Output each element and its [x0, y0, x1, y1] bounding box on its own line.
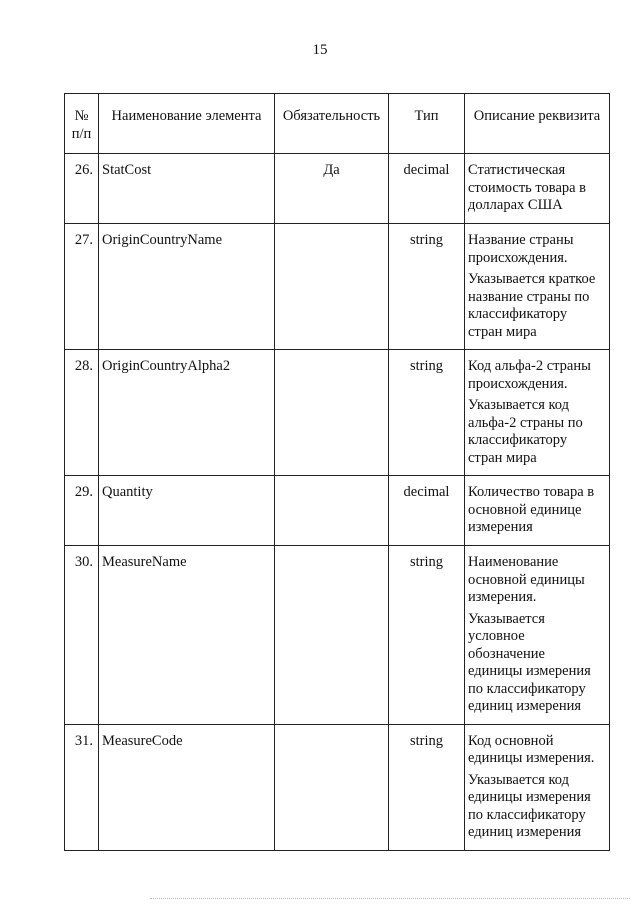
description-line: Указывается краткое [468, 271, 596, 287]
element-name: OriginCountryAlpha2 [99, 350, 275, 476]
header-number-line: № [74, 108, 89, 124]
description-line: основной единице [468, 501, 582, 518]
description-line: единицы измерения [468, 663, 591, 679]
type-value: string [389, 350, 465, 476]
required-value [275, 476, 389, 546]
description-paragraph [468, 162, 607, 215]
type-value: string [389, 724, 465, 850]
table-header-row [65, 94, 610, 154]
description-line: название страны по [468, 288, 590, 305]
required-value: Да [275, 154, 389, 224]
description-line: долларах США [468, 197, 563, 213]
requisites-table [64, 93, 610, 851]
description-paragraph [468, 733, 607, 768]
description-paragraph [468, 397, 607, 467]
table-row [65, 724, 610, 850]
row-number: 30. [65, 546, 99, 725]
row-number: 28. [65, 350, 99, 476]
table-row [65, 350, 610, 476]
table-row [65, 476, 610, 546]
page-number: 15 [312, 42, 328, 58]
description-cell [465, 350, 610, 476]
type-value: string [389, 546, 465, 725]
description-line: единиц измерения [468, 698, 582, 714]
element-name: Quantity [99, 476, 275, 546]
header-type: Тип [389, 94, 465, 154]
description-line: единицы измерения [468, 789, 591, 805]
description-line: по классификатору [468, 806, 586, 823]
description-line: Указывается код [468, 397, 570, 413]
description-line: классификатору [468, 306, 568, 322]
header-number-line: п/п [71, 125, 92, 142]
description-cell [465, 224, 610, 350]
description-line: Наименование [468, 554, 559, 570]
header-description: Описание реквизита [465, 94, 610, 154]
description-line: стран мира [468, 323, 537, 340]
description-cell [465, 546, 610, 725]
row-number: 26. [65, 154, 99, 224]
description-line: происхождения. [468, 375, 568, 392]
table-row [65, 546, 610, 725]
description-paragraph [468, 232, 607, 267]
description-line: Статистическая [468, 162, 566, 178]
description-line: Количество товара в [468, 484, 595, 500]
description-line: измерения. [468, 589, 537, 605]
description-paragraph [468, 772, 607, 842]
header-element-name: Наименование элемента [99, 94, 275, 154]
table-row [65, 154, 610, 224]
description-paragraph [468, 484, 607, 537]
description-cell [465, 154, 610, 224]
row-number: 27. [65, 224, 99, 350]
element-name: MeasureCode [99, 724, 275, 850]
element-name: OriginCountryName [99, 224, 275, 350]
description-line: основной единицы [468, 571, 585, 588]
description-line: Код основной [468, 732, 554, 749]
required-value [275, 350, 389, 476]
description-paragraph [468, 271, 607, 341]
description-line: стоимость товара в [468, 179, 587, 196]
description-paragraph [468, 554, 607, 607]
description-line: условное [468, 628, 525, 644]
element-name: StatCost [99, 154, 275, 224]
type-value: string [389, 224, 465, 350]
description-line: единиц измерения [468, 824, 582, 840]
description-line: стран мира [468, 449, 537, 466]
element-name: MeasureName [99, 546, 275, 725]
description-line: Название страны [468, 232, 574, 248]
required-value [275, 224, 389, 350]
description-line: Указывается код [468, 771, 570, 788]
description-line: классификатору [468, 432, 568, 448]
description-paragraph [468, 611, 607, 716]
description-line: измерения [468, 519, 533, 535]
header-number [65, 94, 99, 154]
header-required: Обязательность [275, 94, 389, 154]
type-value: decimal [389, 154, 465, 224]
description-line: Указывается [468, 610, 545, 627]
row-number: 29. [65, 476, 99, 546]
description-line: Код альфа-2 страны [468, 358, 591, 374]
description-cell [465, 724, 610, 850]
description-line: по классификатору [468, 680, 586, 697]
required-value [275, 724, 389, 850]
bottom-scan-line [150, 898, 630, 899]
description-paragraph [468, 358, 607, 393]
description-line: альфа-2 страны по [468, 414, 583, 431]
required-value [275, 546, 389, 725]
description-line: происхождения. [468, 249, 568, 266]
description-cell [465, 476, 610, 546]
description-line: обозначение [468, 645, 545, 662]
type-value: decimal [389, 476, 465, 546]
description-line: единицы измерения. [468, 750, 595, 766]
row-number: 31. [65, 724, 99, 850]
table-row [65, 224, 610, 350]
